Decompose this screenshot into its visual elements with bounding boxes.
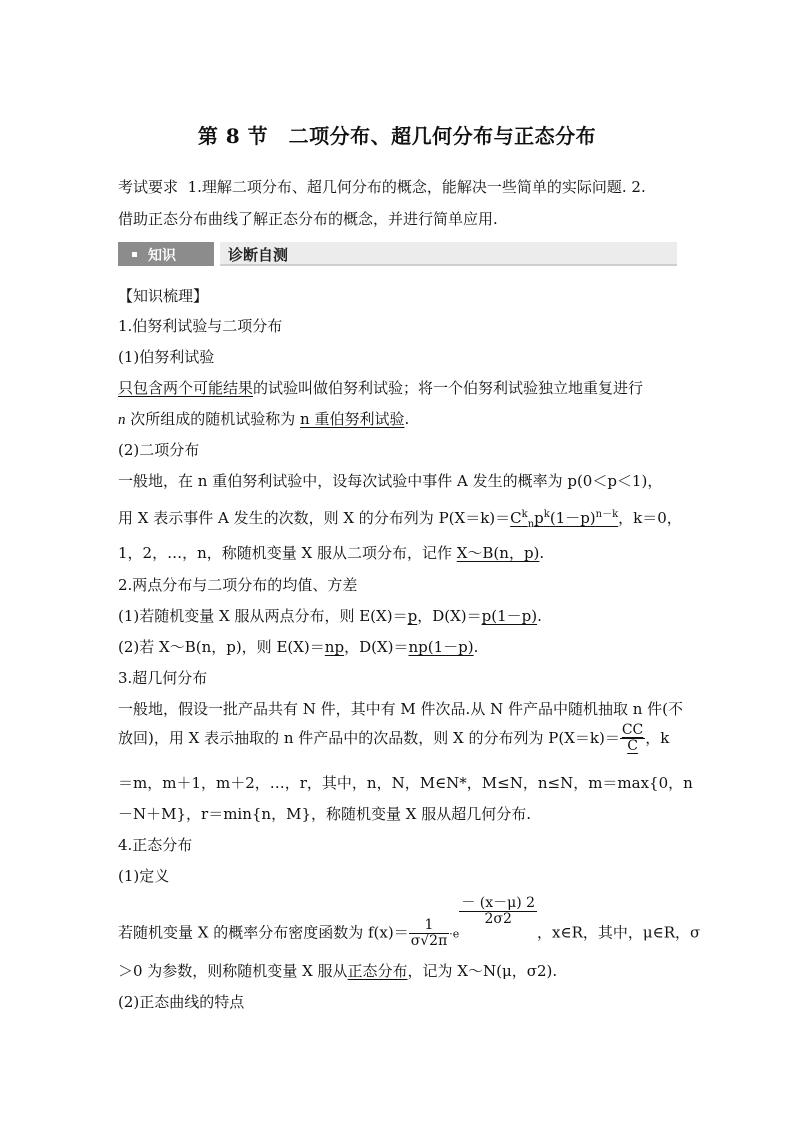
band-title-box bbox=[220, 242, 677, 266]
answer-blank: p bbox=[407, 607, 418, 625]
heading-bernoulli: 1.伯努利试验与二项分布 bbox=[118, 317, 283, 335]
heading-hypergeometric: 3.超几何分布 bbox=[118, 669, 208, 687]
sub-binomial: (2)二项分布 bbox=[118, 441, 200, 459]
heading-normal: 4.正态分布 bbox=[118, 836, 193, 854]
requirements-text-1: 1.理解二项分布、超几何分布的概念，能解决一些简单的实际问题. 2. bbox=[187, 178, 646, 196]
requirements-label: 考试要求 bbox=[118, 178, 179, 196]
answer-blank: 正态分布 bbox=[347, 962, 408, 980]
binomial-line-2: 用 X 表示事件 A 发生的次数，则 X 的分布列为 $P(X=k)=C^k_np^k(1-p)^{n-k}$，k＝0， bbox=[118, 509, 682, 530]
section-band bbox=[118, 242, 677, 266]
hypergeometric-line-1: 一般地，假设一批产品共有 N 件，其中有 M 件次品.从 N 件产品中随机抽取 n 件(不 bbox=[118, 700, 684, 718]
band-tag: 知识 bbox=[148, 248, 176, 264]
answer-blank: np bbox=[324, 638, 345, 656]
sub-curve-features: (2)正态曲线的特点 bbox=[118, 993, 245, 1011]
answer-blank: p(1－p) bbox=[481, 607, 538, 625]
hypergeometric-line-2: 放回)，用 X 表示抽取的 n 件产品中的次品数，则 X 的分布列为 P(X＝k)＝ $\frac{CC}{C}$ ，k bbox=[118, 722, 670, 755]
hypergeometric-line-3: ＝m，m＋1，m＋2，…，r，其中，n，N，M∈N*，M≤N，n≤N，m＝max{0，n bbox=[118, 774, 693, 792]
heading-mean-variance: 2.两点分布与二项分布的均值、方差 bbox=[118, 576, 358, 594]
bernoulli-definition-2: n 次所组成的随机试验称为 n 重伯努利试验. bbox=[118, 410, 410, 428]
page-title: 第 8 节 二项分布、超几何分布与正态分布 bbox=[197, 124, 597, 148]
exam-requirements-line1 bbox=[118, 176, 646, 197]
binomial-line-3: 1，2，…，n，称随机变量 X 服从二项分布，记作 X～B(n，p). bbox=[118, 544, 545, 562]
sub-definition: (1)定义 bbox=[118, 867, 170, 885]
answer-blank: 只包含两个可能结果 bbox=[118, 379, 254, 397]
requirements-text-2: 借助正态分布曲线了解正态分布的概念，并进行简单应用. bbox=[118, 210, 498, 228]
answer-blank: $C^k_np^k(1-p)^{n-k}$ bbox=[510, 509, 619, 530]
normal-density-line: 若随机变量 X 的概率分布密度函数为 f(x)＝ $\frac{1}{\sigma√2\pi}$ ·e $\frac{- (x-\mu) 2}{2\sigma 2}$ ，x∈R，其中，μ∈R，σ bbox=[118, 895, 701, 949]
binomial-line-1: 一般地，在 n 重伯努利试验中，设每次试验中事件 A 发生的概率为 p(0＜p＜1)， bbox=[118, 472, 663, 490]
binomial-mean-line: (2)若 X～B(n，p)，则 E(X)＝np，D(X)＝np(1－p). bbox=[118, 638, 479, 656]
answer-blank: np(1－p) bbox=[408, 638, 474, 656]
sub-bernoulli-trial: (1)伯努利试验 bbox=[118, 348, 215, 366]
answer-blank: X～B(n，p) bbox=[456, 544, 540, 562]
band-tag-box bbox=[118, 242, 214, 266]
hypergeometric-line-4: －N＋M}，r＝min{n，M}，称随机变量 X 服从超几何分布. bbox=[118, 805, 531, 823]
fraction: $\frac{CC}{C}$ bbox=[621, 722, 644, 755]
fraction: $\frac{1}{\sigma√2\pi}$ bbox=[410, 916, 448, 949]
bernoulli-definition-1: 只包含两个可能结果的试验叫做伯努利试验；将一个伯努利试验独立地重复进行 bbox=[118, 379, 644, 397]
answer-blank: n 重伯努利试验 bbox=[300, 410, 405, 428]
section-tag: 【知识梳理】 bbox=[118, 287, 209, 305]
exponent: $\frac{- (x-\mu) 2}{2\sigma 2}$ bbox=[461, 895, 536, 928]
band-title: 诊断自测 bbox=[228, 246, 289, 264]
normal-line-2: ＞0 为参数，则称随机变量 X 服从正态分布，记为 X～N(μ，σ2). bbox=[118, 962, 558, 980]
square-bullet-icon bbox=[132, 252, 137, 257]
two-point-line: (1)若随机变量 X 服从两点分布，则 E(X)＝p，D(X)＝p(1－p). bbox=[118, 607, 542, 625]
